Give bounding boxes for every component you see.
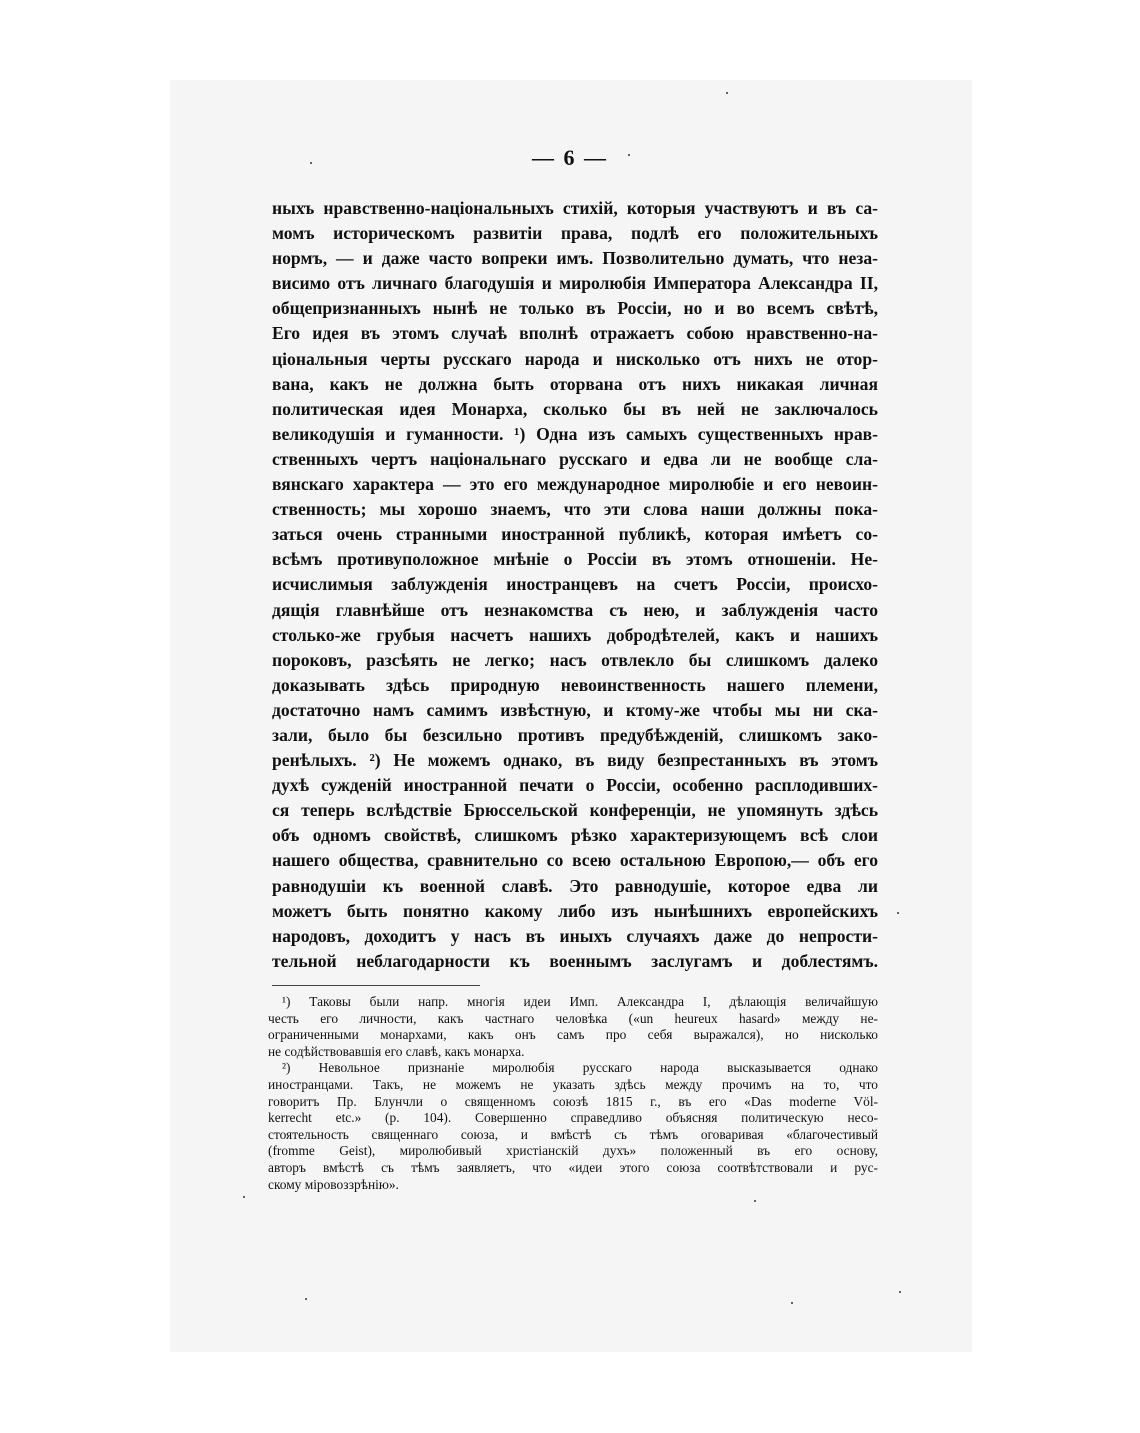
body-line: можетъ быть понятно какому либо изъ нынѣшнихъ европейскихъ [272,900,878,921]
body-line: равнодушіи къ военной славѣ. Это равнодушіе, которое едва ли [272,875,878,896]
footnote-line: стоятельность священнаго союза, и вмѣстѣ съ тѣмъ оговаривая «благочестивый [268,1126,878,1142]
body-line: ренѣлыхъ. ²) Не можемъ однако, въ виду безпрестанныхъ въ этомъ [272,750,878,771]
scan-speck [726,92,728,94]
body-line: момъ историческомъ развитіи права, подлѣ его положительныхъ [272,223,878,244]
body-line: ственныхъ чертъ національнаго русскаго и едва ли не вообще сла- [272,448,878,469]
body-line: доказывать здѣсь природную невоинственность нашего племени, [272,674,878,695]
scan-speck [305,1298,307,1300]
body-line: Его идея въ этомъ случаѣ вполнѣ отражаетъ собою нравственно-на- [272,323,878,344]
body-line: ціональныя черты русскаго народа и нисколько отъ нихъ не отор- [272,348,878,369]
body-line: исчислимыя заблужденія иностранцевъ на счетъ Россіи, происхо- [272,574,878,595]
body-line: достаточно намъ самимъ извѣстную, и ктому-же чтобы мы ни ска- [272,699,878,720]
footnote-line: ¹) Таковы были напр. многія идеи Имп. Александра I, дѣлающія величайшую [282,994,878,1009]
body-line: всѣмъ противуположное мнѣніе о Россіи въ этомъ отношеніи. Не- [272,549,878,570]
body-line: столько-же грубыя насчетъ нашихъ добродѣтелей, какъ и нашихъ [272,624,878,645]
scan-speck [310,162,312,164]
body-line: ся теперь вслѣдствіе Брюссельской конференціи, не упомянуть здѣсь [272,800,878,821]
body-line: заться очень странными иностранной публикѣ, которая имѣетъ со- [272,524,878,545]
scan-speck [899,1291,901,1293]
body-line: зали, было бы безсильно противъ предубѣжденій, слишкомъ зако- [272,724,878,745]
footnotes [268,994,878,1193]
body-line: нашего общества, сравнительно со всею остальною Европою,— объ его [272,850,878,871]
body-line: вянскаго характера — это его международное миролюбіе и его невоин- [272,474,878,495]
scan-speck [791,1302,793,1304]
body-line: политическая идея Монарха, сколько бы въ ней не заключалось [272,398,878,419]
body-line: ныхъ нравственно-національныхъ стихій, которыя участвуютъ и въ са- [272,198,878,218]
footnote-line: скому міровоззрѣнію». [268,1176,399,1192]
footnote-line: ²) Невольное признаніе миролюбія русскаго народа высказывается однако [282,1060,878,1076]
body-line: вана, какъ не должна быть оторвана отъ нихъ никакая личная [272,373,878,394]
body-line: ственность; мы хорошо знаемъ, что эти слова наши должны пока- [272,499,878,520]
scan-speck [243,1196,245,1198]
body-line: духѣ сужденій иностранной печати о Россіи, особенно расплодивших- [272,775,878,796]
page-number: — 6 — [532,145,608,170]
scan-speck [628,154,630,156]
footnote-line: говоритъ Пр. Блунчли о священномъ союзѣ 1815 г., въ его «Das moderne Völ- [268,1093,878,1109]
body-line: общепризнанныхъ нынѣ не только въ Россіи, но и во всемъ свѣтѣ, [272,298,878,319]
body-line: пороковъ, разсѣять не легко; насъ отвлекло бы слишкомъ далеко [272,649,878,670]
body-text [272,196,878,974]
scan-speck [897,912,899,914]
footnote-separator [272,985,480,986]
body-line: нормъ, — и даже часто вопреки имъ. Позволительно думать, что неза- [272,248,878,269]
footnote-line: kerrecht etc.» (p. 104). Совершенно справедливо объясняя политическую несо- [268,1110,878,1126]
body-line: объ одномъ свойствѣ, слишкомъ рѣзко характеризующемъ всѣ слои [272,825,878,846]
footnote-line: авторъ вмѣстѣ съ тѣмъ заявляетъ, что «идеи этого союза соотвѣтствовали и рус- [268,1159,878,1175]
body-line: тельной неблагодарности къ военнымъ заслугамъ и доблестямъ. [272,950,878,971]
footnote-line: ограниченными монархами, какъ онъ самъ про себя выражался), но нисколько [268,1027,878,1043]
footnote-line: честь его личности, какъ частнаго человѣка («un heureux hasard» между не- [268,1010,878,1026]
body-line: дящія главнѣйше отъ незнакомства съ нею, и заблужденія часто [272,599,878,620]
footnote-line: не содѣйствовавшія его славѣ, какъ монарха. [268,1043,525,1059]
body-line: народовъ, доходитъ у насъ въ иныхъ случаяхъ даже до непрости- [272,925,878,946]
body-line: великодушія и гуманности. ¹) Одна изъ самыхъ существенныхъ нрав- [272,423,878,444]
footnote-line: иностранцами. Такъ, не можемъ не указать здѣсь между прочимъ на то, что [268,1076,878,1092]
footnote-line: (fromme Geist), миролюбивый христіанскій духъ» положенный въ его основу, [268,1143,878,1159]
body-line: висимо отъ личнаго благодушія и миролюбія Императора Александра II, [272,273,878,294]
scan-speck [754,1200,756,1202]
